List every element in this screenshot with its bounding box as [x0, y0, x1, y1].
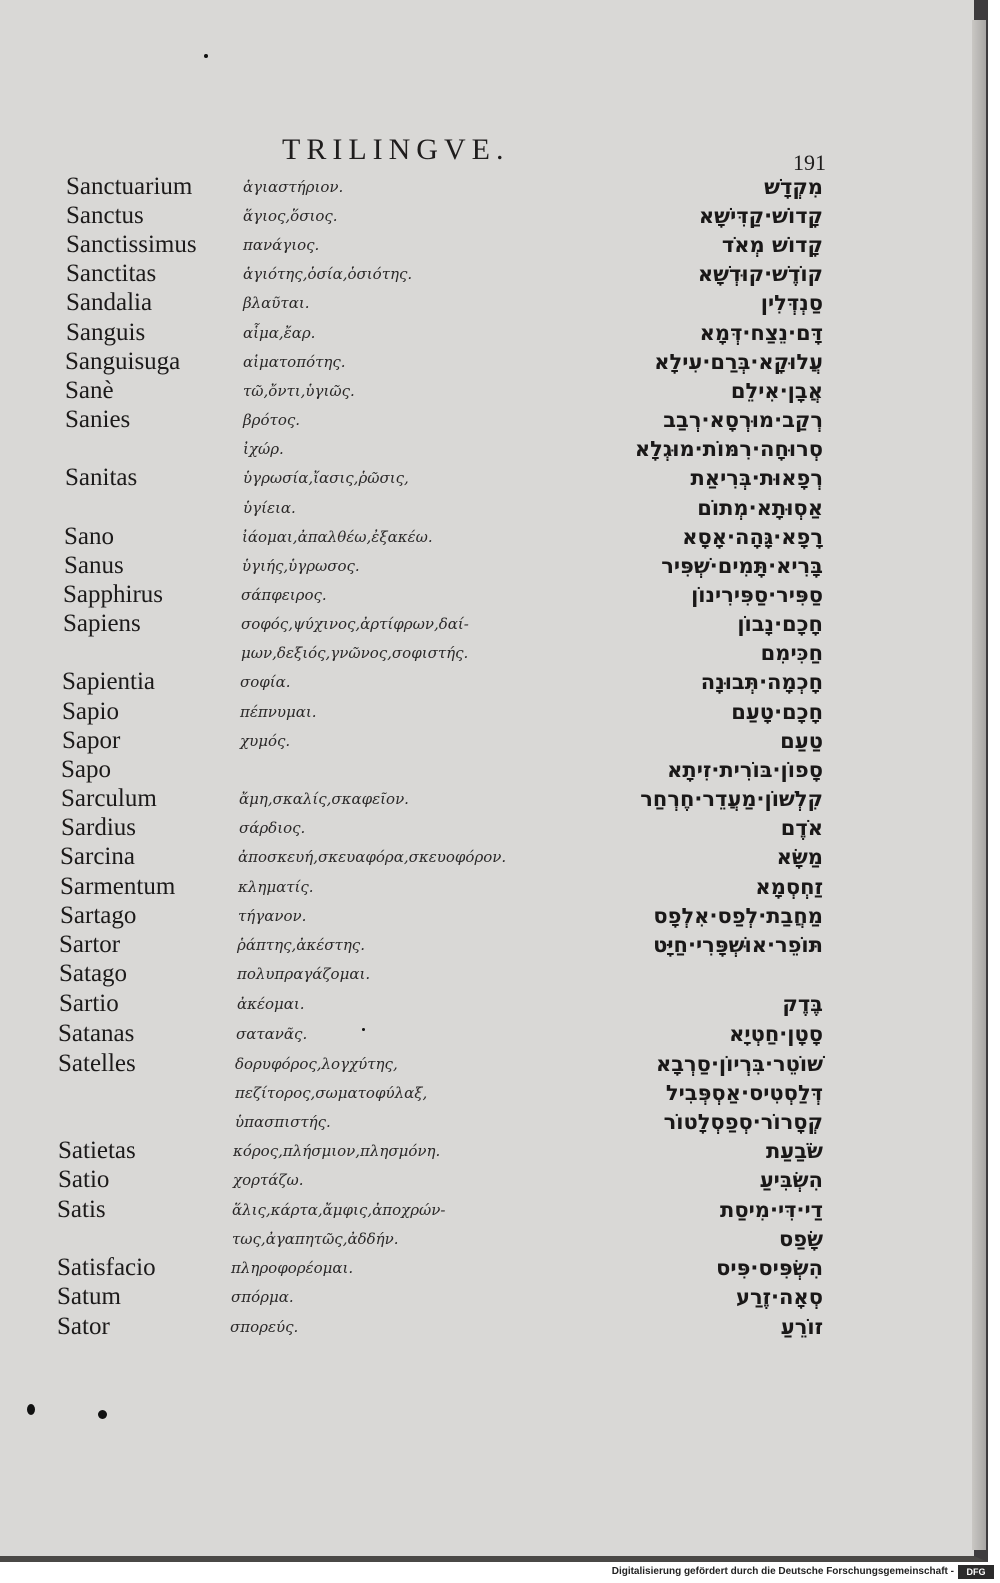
- latin-term: Satietas: [58, 1137, 136, 1164]
- hebrew-term: שָׂפַס: [778, 1227, 823, 1251]
- entry-row: [0, 376, 980, 406]
- hebrew-term: קָדוֹשׁ·קַדִּישָׁא: [698, 204, 823, 228]
- hebrew-term: רָפָא·גָּהָה·אָסָא: [682, 525, 823, 549]
- greek-term: πεζίτορος,σωματοφύλαξ,: [235, 1084, 428, 1102]
- latin-term: Sanctitas: [66, 260, 157, 287]
- entry-row: [0, 697, 980, 727]
- greek-term: ἅγιος,ὅσιος.: [243, 207, 338, 225]
- hebrew-term: דְּלַסְטִיס·אַסְפְּבִיל: [665, 1081, 823, 1105]
- greek-term: ἅλις,κάρτα,ἄμφις,ἀποχρών-: [232, 1201, 446, 1219]
- greek-term: δορυφόρος,λογχύτης,: [235, 1055, 398, 1073]
- latin-term: Sanctissimus: [66, 231, 197, 258]
- latin-term: Satum: [57, 1283, 121, 1310]
- entry-row: [0, 989, 980, 1019]
- entry-row: [0, 813, 980, 843]
- entry-row: [0, 1136, 980, 1166]
- hebrew-term: קְסָרוֹר·סְפַסְלָטוֹר: [663, 1110, 823, 1134]
- greek-term: σάρδιος.: [239, 819, 306, 837]
- entry-row: [0, 347, 980, 377]
- latin-term: Satelles: [58, 1050, 136, 1077]
- hebrew-term: סְרוּחָה·רִמּוֹת·מוּגְלָא: [634, 437, 823, 461]
- greek-term: σοφός,ψύχινος,ἀρτίφρων,δαί-: [241, 615, 469, 633]
- latin-term: Sanè: [65, 377, 114, 404]
- hebrew-term: שׁוֹטֵר·בִּרְיוֹן·סַרְבָא: [655, 1052, 823, 1076]
- entry-row: [0, 230, 980, 260]
- greek-term: τῶ,ὄντι,ὑγιῶς.: [243, 382, 355, 400]
- greek-term: πέπνυμαι.: [240, 703, 317, 721]
- hebrew-term: זוֹרֵעַ: [780, 1315, 823, 1339]
- greek-term: αἷμα,ἔαρ.: [243, 324, 316, 342]
- entry-row: [0, 1049, 980, 1079]
- hebrew-term: חָכָם·טָעַם: [731, 700, 823, 724]
- entry-row: [0, 551, 980, 581]
- hebrew-term: רְפָאוּת·בְּרִיאַת: [690, 466, 823, 490]
- hebrew-term: חָכְמָה·תְּבוּנָה: [700, 670, 823, 694]
- hebrew-term: בָּרִיא·תָּמִים·שְׁפִּיר: [661, 554, 823, 578]
- greek-term: χορτάζω.: [233, 1171, 304, 1189]
- dfg-logo: DFG: [958, 1565, 994, 1579]
- greek-term: ὑγρωσία,ἴασις,ῥῶσις,: [243, 469, 409, 487]
- greek-term: χυμός.: [240, 732, 291, 750]
- greek-term: ἰάομαι,ἀπαλθέω,ἐξακέω.: [242, 528, 433, 546]
- greek-term: πληροφορέομαι.: [231, 1259, 354, 1277]
- entry-row: [0, 1195, 980, 1225]
- entry-row: [0, 930, 980, 960]
- latin-term: Sanus: [64, 552, 124, 579]
- entry-row: [0, 638, 980, 668]
- entry-row: [0, 667, 980, 697]
- hebrew-term: קִלְשׁוֹן·מַעֲדֵר·חֶרְחַר: [640, 787, 823, 811]
- entry-row: [0, 901, 980, 931]
- entry-row: [0, 259, 980, 289]
- hebrew-term: הִשְׂבִּיעַ: [759, 1168, 823, 1192]
- entry-row: [0, 318, 980, 348]
- hebrew-term: אֹדֶם: [780, 816, 823, 840]
- greek-term: ὑπασπιστής.: [235, 1113, 331, 1131]
- entry-row: [0, 755, 980, 785]
- hebrew-term: רְקַב·מוּרְסָא·רְבַב: [663, 408, 823, 432]
- footer-credit: Digitalisierung gefördert durch die Deutsche Forschungsgemeinschaft -: [611, 1566, 954, 1577]
- hebrew-term: הִשְׂפִּיס·פִּיס: [716, 1256, 823, 1280]
- entry-row: [0, 1019, 980, 1049]
- hebrew-term: סַפִּיר·סַפִּירִינוֹן: [691, 583, 823, 607]
- latin-term: Sartor: [59, 931, 121, 958]
- entry-row: [0, 1078, 980, 1108]
- entry-row: [0, 172, 980, 202]
- latin-term: Sarculum: [61, 785, 157, 812]
- greek-term: βρότος.: [243, 411, 301, 429]
- latin-term: Sanitas: [65, 464, 138, 491]
- greek-term: ὑγιής,ὑγρωσος.: [242, 557, 360, 575]
- page-number: 191: [793, 150, 826, 175]
- latin-term: Sanguis: [66, 319, 146, 346]
- hebrew-term: חָכָם·נָבוֹן: [737, 612, 823, 636]
- entry-row: [0, 1165, 980, 1195]
- hebrew-term: אֲבָן·אִילֵם: [730, 379, 823, 403]
- latin-term: Satanas: [58, 1020, 135, 1047]
- hebrew-term: בֶּדֶק: [782, 992, 823, 1016]
- hebrew-term: חַכִּימִם: [760, 641, 823, 665]
- greek-term: τως,ἀγαπητῶς,ἀδδήν.: [232, 1230, 399, 1248]
- hebrew-term: קוֹדֶשׁ·קוּדְשָׁא: [697, 262, 823, 286]
- greek-term: αἱματοπότης.: [243, 353, 346, 371]
- greek-term: σατανᾶς.: [236, 1025, 308, 1043]
- greek-term: κληματίς.: [238, 878, 314, 896]
- greek-term: ἀποσκευή,σκευαφόρα,σκευοφόρον.: [238, 848, 507, 866]
- greek-term: ἄμη,σκαλίς,σκαφεῖον.: [239, 790, 409, 808]
- hebrew-term: מַשָּׂא: [776, 845, 823, 869]
- latin-term: Satio: [58, 1166, 110, 1193]
- entry-row: [0, 463, 980, 493]
- entry-row: [0, 784, 980, 814]
- hebrew-term: סָטָן·חַטְיָא: [729, 1022, 823, 1046]
- entry-row: [0, 522, 980, 552]
- latin-term: Sarmentum: [60, 873, 176, 900]
- entry-row: [0, 1312, 980, 1342]
- greek-term: πολυπραγάζομαι.: [237, 965, 371, 983]
- entry-row: [0, 872, 980, 902]
- latin-term: Sanguisuga: [65, 348, 181, 375]
- hebrew-term: סָפוֹן·בּוֹרִית·זִיתָא: [667, 758, 823, 782]
- greek-term: ἀκέομαι.: [237, 995, 305, 1013]
- entry-row: [0, 726, 980, 756]
- latin-term: Sartago: [60, 902, 137, 929]
- latin-term: Satago: [59, 960, 128, 987]
- latin-term: Satisfacio: [57, 1254, 156, 1281]
- entry-row: [0, 434, 980, 464]
- latin-term: Sapientia: [62, 668, 156, 695]
- greek-term: ὑγίεια.: [243, 499, 296, 517]
- entry-row: [0, 493, 980, 523]
- greek-term: σπόρμα.: [231, 1288, 294, 1306]
- latin-term: Satis: [57, 1196, 106, 1223]
- entry-row: [0, 1253, 980, 1283]
- greek-term: ἁγιότης,ὁσία,ὁσιότης.: [243, 265, 413, 283]
- latin-term: Sandalia: [66, 289, 153, 316]
- latin-term: Sano: [64, 523, 114, 550]
- hebrew-term: אַסְוּתָא·מְתוֹם: [697, 496, 823, 520]
- hebrew-term: סְאָה·זֶרַע: [735, 1285, 823, 1309]
- latin-term: Sapo: [61, 756, 111, 783]
- latin-term: Sartio: [59, 990, 119, 1017]
- latin-term: Sanctus: [66, 202, 144, 229]
- hebrew-term: תּוֹפֵר·אוּשְׁפָּרִי·חַיָּט: [653, 933, 823, 957]
- latin-term: Sapiens: [63, 610, 141, 637]
- latin-term: Sapio: [62, 698, 119, 725]
- entry-row: [0, 959, 980, 989]
- greek-term: σάπφειρος.: [241, 586, 327, 604]
- entry-row: [0, 288, 980, 318]
- greek-term: κόρος,πλήσμιον,πλησμόνη.: [233, 1142, 441, 1160]
- hebrew-term: סַנְדְּלִין: [760, 291, 823, 315]
- running-title: TRILINGVE.: [282, 133, 510, 166]
- latin-term: Sardius: [61, 814, 136, 841]
- entry-row: [0, 609, 980, 639]
- hebrew-term: דַי·דִּי·מִיסַת: [719, 1198, 823, 1222]
- hebrew-term: שֹׂבַעַת: [765, 1139, 823, 1163]
- hebrew-term: טַעַם: [780, 729, 823, 753]
- greek-term: ῥάπτης,ἀκέστης.: [237, 936, 365, 954]
- hebrew-term: דָּם·נֵצַח·דְּמָא: [699, 321, 823, 345]
- hebrew-term: זַחְסְמָא: [755, 875, 823, 899]
- latin-term: Sator: [57, 1313, 110, 1340]
- greek-term: βλαῦται.: [243, 294, 310, 312]
- latin-term: Sarcina: [60, 843, 135, 870]
- hebrew-term: קָדוֹשׁ מְאֹד: [721, 233, 823, 257]
- entry-row: [0, 1224, 980, 1254]
- entry-row: [0, 1282, 980, 1312]
- entry-row: [0, 580, 980, 610]
- hebrew-term: מִקְדָשׁ: [764, 175, 823, 199]
- latin-term: Sapphirus: [63, 581, 163, 608]
- entry-row: [0, 405, 980, 435]
- entry-row: [0, 1107, 980, 1137]
- greek-term: σπορεύς.: [230, 1318, 299, 1336]
- latin-term: Sanies: [65, 406, 131, 433]
- latin-term: Sapor: [62, 727, 121, 754]
- greek-term: τήγανον.: [238, 907, 307, 925]
- hebrew-term: עֲלוּקָא·בְּרַם·עִילָא: [654, 350, 823, 374]
- greek-term: πανάγιος.: [243, 236, 320, 254]
- greek-term: ἁγιαστήριον.: [243, 178, 344, 196]
- greek-term: σοφία.: [240, 673, 291, 691]
- greek-term: ἰχώρ.: [243, 440, 284, 458]
- greek-term: μων,δεξιός,γνῶνος,σοφιστής.: [241, 644, 469, 662]
- hebrew-term: מַחֲבַת·לְפַס·אִלְפָס: [653, 904, 823, 928]
- latin-term: Sanctuarium: [66, 173, 193, 200]
- entry-row: [0, 842, 980, 872]
- entry-row: [0, 201, 980, 231]
